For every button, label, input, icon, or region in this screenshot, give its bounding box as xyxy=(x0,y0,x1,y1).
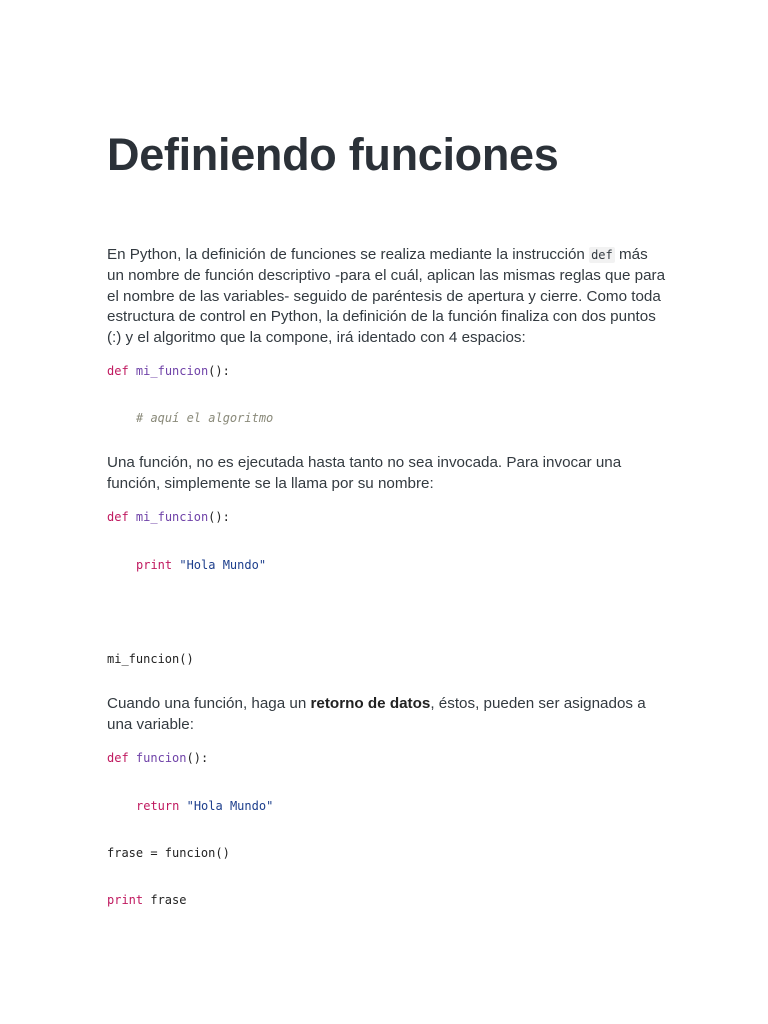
code-block-invocation xyxy=(107,509,230,525)
signature-tail: (): xyxy=(208,364,230,378)
keyword-def: def xyxy=(107,364,129,378)
code-print-frase-line xyxy=(107,892,186,908)
keyword-def: def xyxy=(107,510,129,524)
function-call: mi_funcion() xyxy=(107,652,194,666)
code-return-line xyxy=(136,798,273,814)
print-argument: frase xyxy=(150,893,187,907)
code-comment: # aquí el algoritmo xyxy=(136,411,274,425)
signature-tail: (): xyxy=(208,510,230,524)
code-comment-line xyxy=(136,410,273,426)
page-title: Definiendo funciones xyxy=(107,129,559,180)
code-call-line xyxy=(107,651,194,667)
intro-text-start: En Python, la definición de funciones se realiza mediante la instrucción xyxy=(107,246,590,263)
string-literal: "Hola Mundo" xyxy=(179,558,267,572)
inline-code-def: def xyxy=(591,248,613,262)
return-paragraph xyxy=(107,694,667,736)
code-assign-line xyxy=(107,845,230,861)
signature-tail: (): xyxy=(186,751,209,765)
return-text-end: , éstos, pueden ser asignados a una variable: xyxy=(107,695,646,733)
assignment-statement: frase = funcion() xyxy=(107,846,230,860)
function-name: mi_funcion xyxy=(135,510,209,524)
keyword-print: print xyxy=(107,893,144,907)
bold-phrase: retorno de datos xyxy=(310,695,431,712)
string-literal: "Hola Mundo" xyxy=(186,799,274,813)
invocation-paragraph: Una función, no es ejecutada hasta tanto no sea invocada. Para invocar una función, simplemente se la llama por su nombre: xyxy=(107,454,622,492)
keyword-def: def xyxy=(107,751,129,765)
keyword-return: return xyxy=(136,799,180,813)
intro-text-end: más un nombre de función descriptivo -para el cuál, aplican las mismas reglas que para el nombre de las variables- seguido de paréntesis de apertura y cierre. Como toda estructura de control en Python, la definición de la función finaliza con dos puntos (:) y el algoritmo que la compone, irá identado con 4 espacios: xyxy=(107,246,666,347)
function-name: funcion xyxy=(135,751,187,765)
code-block-return xyxy=(107,750,208,766)
code-block-definition xyxy=(107,363,230,379)
keyword-print: print xyxy=(136,558,173,572)
function-name: mi_funcion xyxy=(135,364,209,378)
code-print-line xyxy=(136,557,266,573)
return-text-start: Cuando una función, haga un xyxy=(107,695,311,712)
intro-paragraph xyxy=(107,245,667,349)
